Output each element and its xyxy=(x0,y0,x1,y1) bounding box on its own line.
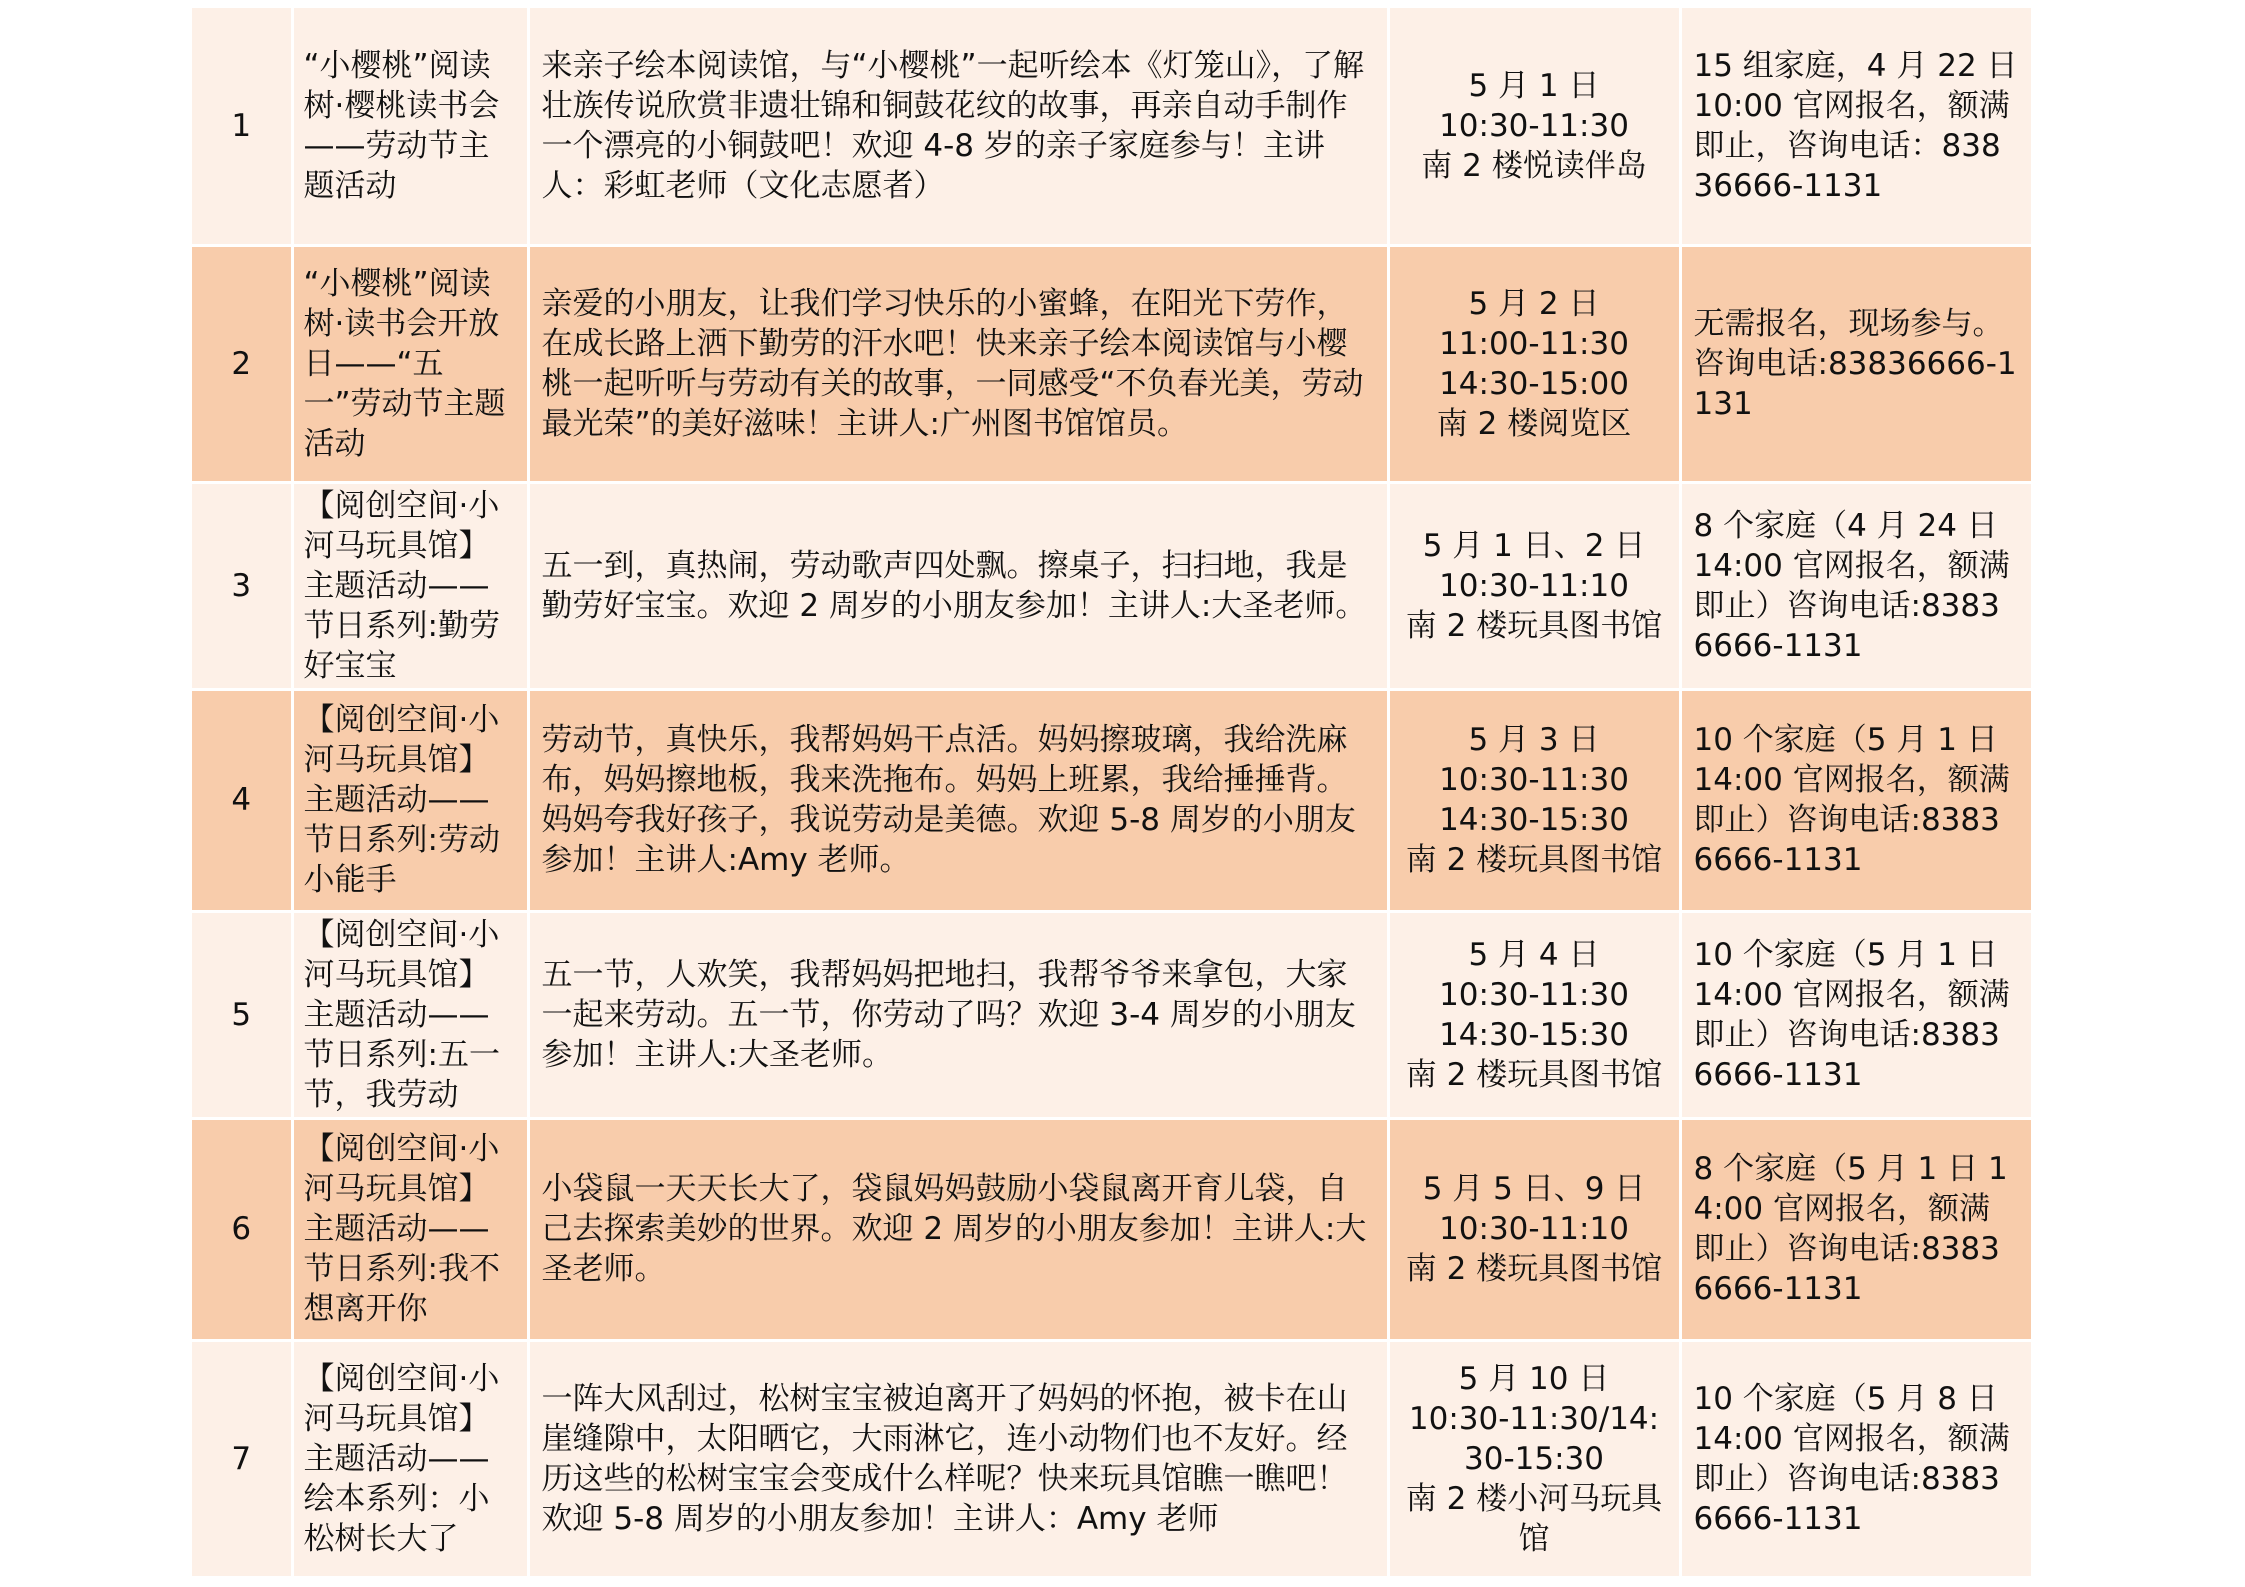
table-row xyxy=(192,1118,2032,1340)
row-number: 5 xyxy=(192,911,292,1118)
time-line: 10:30-11:30 xyxy=(1439,107,1629,144)
activity-title: 【阅创空间·小河马玩具馆】主题活动——节日系列:勤劳好宝宝 xyxy=(292,482,528,689)
registration-info: 10 个家庭（5 月 1 日 14:00 官网报名，额满即止）咨询电话:83836666-1131 xyxy=(1680,911,2032,1118)
activity-title: 【阅创空间·小河马玩具馆】主题活动——节日系列:五一节，我劳动 xyxy=(292,911,528,1118)
time-line: 5 月 3 日 xyxy=(1468,722,1600,758)
row-number: 1 xyxy=(192,8,292,245)
time-line: 5 月 1 日 xyxy=(1468,67,1600,104)
time-line: 14:30-15:00 xyxy=(1439,365,1629,402)
time-line: 10:30-11:30/14:30-15:30 xyxy=(1408,1400,1660,1477)
registration-info: 10 个家庭（5 月 8 日 14:00 官网报名，额满即止）咨询电话:83836666-1131 xyxy=(1680,1340,2032,1577)
activity-time-location xyxy=(1388,911,1680,1118)
activity-description: 五一节，人欢笑，我帮妈妈把地扫，我帮爷爷来拿包，大家一起来劳动。五一节，你劳动了吗？欢迎 3-4 周岁的小朋友参加！主讲人:大圣老师。 xyxy=(528,911,1388,1118)
time-line: 南 2 楼玩具图书馆 xyxy=(1405,1251,1663,1287)
row-number: 3 xyxy=(192,482,292,689)
activity-description: 亲爱的小朋友，让我们学习快乐的小蜜蜂，在阳光下劳作，在成长路上洒下勤劳的汗水吧！快来亲子绘本阅读馆与小樱桃一起听听与劳动有关的故事，一同感受“不负春光美，劳动最光荣”的美好滋味！主讲人:广州图书馆馆员。 xyxy=(528,245,1388,482)
time-line: 10:30-11:10 xyxy=(1439,567,1629,604)
time-line: 南 2 楼玩具图书馆 xyxy=(1405,607,1663,644)
activity-description: 小袋鼠一天天长大了，袋鼠妈妈鼓励小袋鼠离开育儿袋，自己去探索美妙的世界。欢迎 2 周岁的小朋友参加！主讲人:大圣老师。 xyxy=(528,1118,1388,1340)
activity-time-location xyxy=(1388,1340,1680,1577)
activity-time-location xyxy=(1388,8,1680,245)
time-line: 5 月 2 日 xyxy=(1468,285,1600,322)
row-number: 7 xyxy=(192,1340,292,1577)
activity-title: 【阅创空间·小河马玩具馆】主题活动——节日系列:劳动小能手 xyxy=(292,689,528,911)
registration-info: 10 个家庭（5 月 1 日 14:00 官网报名，额满即止）咨询电话:83836666-1131 xyxy=(1680,689,2032,911)
activity-description: 五一到，真热闹，劳动歌声四处飘。擦桌子，扫扫地，我是勤劳好宝宝。欢迎 2 周岁的小朋友参加！主讲人:大圣老师。 xyxy=(528,482,1388,689)
activity-time-location xyxy=(1388,1118,1680,1340)
time-line: 10:30-11:10 xyxy=(1439,1211,1629,1247)
activity-title: 【阅创空间·小河马玩具馆】主题活动——绘本系列：小松树长大了 xyxy=(292,1340,528,1577)
time-line: 14:30-15:30 xyxy=(1439,802,1629,838)
activity-description: 一阵大风刮过，松树宝宝被迫离开了妈妈的怀抱，被卡在山崖缝隙中，太阳晒它，大雨淋它，连小动物们也不友好。经历这些的松树宝宝会变成什么样呢？快来玩具馆瞧一瞧吧！欢迎 5-8 周岁的小朋友参加！主讲人：Amy 老师 xyxy=(528,1340,1388,1577)
registration-info: 15 组家庭，4 月 22 日 10:00 官网报名，额满即止，咨询电话：83836666-1131 xyxy=(1680,8,2032,245)
registration-info: 无需报名，现场参与。咨询电话:83836666-1131 xyxy=(1680,245,2032,482)
time-line: 南 2 楼玩具图书馆 xyxy=(1405,842,1663,878)
time-line: 5 月 4 日 xyxy=(1468,936,1600,973)
registration-info: 8 个家庭（5 月 1 日 14:00 官网报名，额满即止）咨询电话:83836666-1131 xyxy=(1680,1118,2032,1340)
time-line: 南 2 楼玩具图书馆 xyxy=(1405,1056,1663,1093)
time-line: 5 月 1 日、2 日 xyxy=(1422,527,1646,564)
activity-title: “小樱桃”阅读树·读书会开放日——“五一”劳动节主题活动 xyxy=(292,245,528,482)
activity-description: 来亲子绘本阅读馆，与“小樱桃”一起听绘本《灯笼山》，了解壮族传说欣赏非遗壮锦和铜鼓花纹的故事，再亲自动手制作一个漂亮的小铜鼓吧！欢迎 4-8 岁的亲子家庭参与！主讲人：彩虹老师（文化志愿者） xyxy=(528,8,1388,245)
activity-time-location xyxy=(1388,245,1680,482)
time-line: 南 2 楼悦读伴岛 xyxy=(1421,147,1647,184)
time-line: 14:30-15:30 xyxy=(1439,1016,1629,1053)
registration-info: 8 个家庭（4 月 24 日 14:00 官网报名，额满即止）咨询电话:83836666-1131 xyxy=(1680,482,2032,689)
table-row xyxy=(192,482,2032,689)
table-row xyxy=(192,8,2032,245)
time-line: 南 2 楼阅览区 xyxy=(1436,405,1632,442)
table-row xyxy=(192,911,2032,1118)
activity-description: 劳动节，真快乐，我帮妈妈干点活。妈妈擦玻璃，我给洗麻布，妈妈擦地板，我来洗拖布。妈妈上班累，我给捶捶背。妈妈夸我好孩子，我说劳动是美德。欢迎 5-8 周岁的小朋友参加！主讲人:Amy 老师。 xyxy=(528,689,1388,911)
row-number: 2 xyxy=(192,245,292,482)
activity-schedule-table xyxy=(192,8,2034,1579)
time-line: 南 2 楼小河马玩具馆 xyxy=(1405,1480,1663,1557)
activity-title: “小樱桃”阅读树·樱桃读书会——劳动节主题活动 xyxy=(292,8,528,245)
table-row xyxy=(192,245,2032,482)
activity-time-location xyxy=(1388,689,1680,911)
row-number: 4 xyxy=(192,689,292,911)
time-line: 10:30-11:30 xyxy=(1439,976,1629,1013)
time-line: 5 月 10 日 xyxy=(1458,1360,1610,1397)
row-number: 6 xyxy=(192,1118,292,1340)
time-line: 10:30-11:30 xyxy=(1439,762,1629,798)
table-row xyxy=(192,1340,2032,1577)
activity-time-location xyxy=(1388,482,1680,689)
time-line: 11:00-11:30 xyxy=(1439,325,1629,362)
time-line: 5 月 5 日、9 日 xyxy=(1422,1171,1646,1207)
table-row xyxy=(192,689,2032,911)
activity-title: 【阅创空间·小河马玩具馆】主题活动——节日系列:我不想离开你 xyxy=(292,1118,528,1340)
